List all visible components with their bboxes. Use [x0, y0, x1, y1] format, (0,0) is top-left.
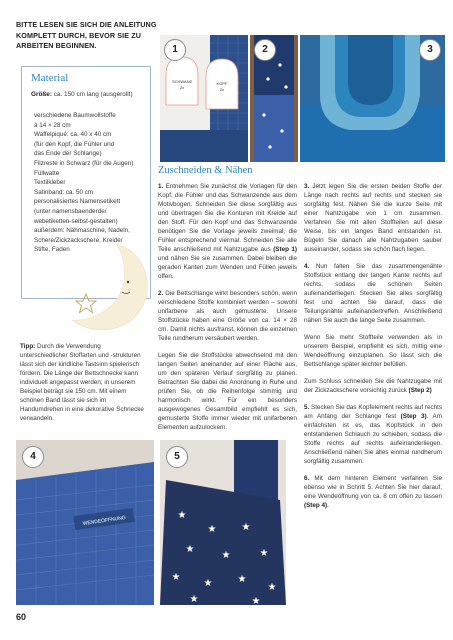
instruction-paragraph — [304, 182, 442, 254]
template-label-head: KOPF — [216, 81, 228, 86]
step-num: 3. — [304, 183, 310, 190]
instruction-paragraph — [304, 403, 442, 466]
moon-icon — [72, 244, 147, 330]
step-number-1: 1 — [164, 39, 186, 61]
step-text: Legen Sie die Stoffstücke abwechselnd mit den langen Seiten aneinander auf einer Fläche aus, um den späteren Verlauf sorgfältig zu planen. Betrachten Sie dabei die Anordnung in Ruhe und prüfen Sie, ob die Reihenfolge stimmig und harmonisch wirkt. Für ein besonders ausgewogenes Gesamtbild empfiehlt es sich, gemusterte Stoffe immer wieder mit unifarbenen Elementen aufzulockern. — [158, 352, 297, 431]
step-tail: . — [327, 502, 329, 509]
photo-step-2 — [250, 35, 298, 162]
svg-text:★: ★ — [221, 550, 231, 561]
section-title: Zuschneiden & Nähen — [158, 165, 253, 176]
step-text: Zum Schluss schneiden Sie die Nahtzugabe mit der Zickzackschere vorsichtig zurück — [304, 378, 442, 394]
svg-text:★: ★ — [203, 578, 213, 589]
intro-note: BITTE LESEN SIE SICH DIE ANLEITUNG KOMPLETT DURCH, BEVOR SIE ZU ARBEITEN BEGINNEN. — [16, 20, 157, 50]
step-num: 2. — [158, 290, 164, 297]
material-list-item: Filzreste in Schwarz (für die Augen) — [34, 159, 134, 167]
step-tail: und nähen Sie sie zusammen. Dabei bleiben die geraden Kanten zum Wenden und Füllen jeweils offen. — [158, 255, 297, 280]
instruction-paragraph — [304, 262, 442, 325]
size-value: ca. 150 cm lang (ausgerollt) — [51, 91, 133, 98]
material-list — [34, 111, 146, 255]
svg-text:★: ★ — [185, 544, 195, 555]
step-ref: (Step 3) — [400, 413, 427, 420]
material-size — [31, 91, 133, 99]
svg-text:★: ★ — [251, 596, 261, 605]
template-sublabel-tail: 2x — [179, 85, 185, 90]
material-title: Material — [31, 72, 69, 84]
step-number-2: 2 — [254, 39, 276, 61]
photo-step-1 — [160, 35, 248, 162]
photo-step-3 — [300, 35, 445, 162]
material-list-item: Satinband: ca. 50 cm — [34, 188, 94, 196]
photo-step-4 — [16, 440, 154, 605]
material-list-item: Füllwatte — [34, 169, 60, 177]
step-text: Wenn Sie mehr Stoffteile verwenden als in unserem Beispiel, empfiehlt es sich, mittig eine Wendeöffnung einzuplanen. So lässt sich die Bettschlange später leichter befüllen. — [304, 334, 442, 368]
svg-text:★: ★ — [237, 574, 247, 585]
step-number-3: 3 — [419, 39, 441, 61]
instruction-paragraph — [304, 377, 442, 395]
instruction-paragraph — [158, 289, 297, 343]
step-num: 4. — [304, 263, 310, 270]
template-sublabel-head: 2x — [219, 87, 225, 92]
opening-label: WENDEÖFFNUNG — [82, 514, 127, 527]
instructions-column-2 — [304, 182, 442, 518]
svg-text:★: ★ — [241, 522, 251, 533]
svg-text:★: ★ — [177, 510, 187, 521]
instruction-paragraph — [158, 351, 297, 432]
instructions-column-1 — [158, 182, 297, 440]
step-ref: (Step 1) — [273, 246, 297, 253]
svg-text:★: ★ — [259, 548, 269, 559]
instruction-paragraph — [304, 333, 442, 369]
step-number-5: 5 — [166, 446, 188, 468]
size-label: Größe: — [31, 91, 52, 98]
step-text: Stecken Sie das Kopfelement rechts auf rechts am Anfang der Schlange fest — [304, 404, 442, 420]
instruction-paragraph — [304, 474, 442, 510]
star-icon — [76, 294, 96, 313]
step-num: 5. — [304, 404, 310, 411]
material-list-item: außerdem: Nähmaschine, Nadeln, Schere/Zickzackschere, Kreide/ Stifte, Faden — [34, 227, 130, 254]
step-num: 6. — [304, 475, 310, 482]
instruction-paragraph — [158, 182, 297, 281]
template-label-tail: SCHWANZ — [171, 79, 193, 84]
svg-text:★: ★ — [171, 572, 181, 583]
step-text: Jetzt legen Sie die ersten beiden Stoffe der Länge nach rechts auf rechts und stecken sie sorgfältig fest. Nähen Sie die kurze Seite mit einer Nahtzugabe von 1 cm zusammen. Verfahren Sie mit allen Stoffteilen auf diese Weise, bis ein langes Band entstanden ist. Bügeln Sie danach alle Nahtzugaben sauber auseinander, sodass sie schön flach liegen. — [304, 183, 442, 253]
step-text: Nun falten Sie das zusammengenähte Stoffstück entlang der langen Kante rechts auf rechts, sodass die schönen Seiten aufeinanderliegen. Stecken Sie alles sorgfältig fest und achten Sie darauf, dass die Teilungsnähte aufeinandertreffen. Anschließend nähen Sie auch die lange Seite zusammen. — [304, 263, 442, 324]
material-list-item: personalisiertes Namensetikett (unter namensbaenderde/ webetiketten-selbst-gestalten) — [34, 198, 121, 225]
photo-step-5 — [160, 440, 286, 605]
tip-label: Tipp: — [20, 343, 36, 350]
svg-text:★: ★ — [267, 582, 277, 593]
page-number: 60 — [16, 612, 27, 622]
material-list-item: verschiedene Baumwollstoffe à 14 × 28 cm — [34, 112, 116, 129]
step-text: Entnehmen Sie zunächst die Vorlagen für den Kopf, die Fühler und das Schwanzende aus dem Motivbogen. Schneiden Sie diese sorgfältig aus und übertragen Sie die Konturen mit Kreide auf den Stoff. Für den Kopf und das Schwanzende benötigen Sie die Vorlage jeweils zweimal, die Fühler entsprechend viermal. Schneiden Sie alle Teile anschließend mit Nahtzugabe aus — [158, 183, 297, 253]
svg-text:★: ★ — [189, 594, 199, 605]
svg-text:★: ★ — [207, 524, 217, 535]
step-ref: (Step 4) — [304, 502, 328, 509]
step-text: Die Bettschlange wirkt besonders schön, wenn verschiedene Stoffe kombiniert werden – sowohl unifarbene als auch gemusterte. Unsere Stoffstücke haben eine Größe von ca. 14 × 28 cm. Damit nichts ausfranst, können die einzelnen Teile rundherum versäubert werden. — [158, 290, 297, 342]
step-number-4: 4 — [22, 446, 44, 468]
step-ref: (Step 2) — [408, 387, 432, 394]
material-list-item: Waffelpiqué: ca. 40 x 40 cm (für den Kopf, die Fühler und das Ende der Schlange) — [34, 131, 115, 158]
tip-text — [20, 342, 150, 423]
step-num: 1. — [158, 183, 164, 190]
step-tail: . Am einfachsten ist es, das Kopfstück in den entstandenen Schlauch zu schieben, sodass die Stoffe rechts auf rechts aufeinanderliegen. Anschließend nähen Sie alles einmal rundherum sorgfältig zusammen. — [304, 413, 442, 465]
material-list-item: Textilkleber — [34, 179, 66, 187]
step-text: Mit dem hinteren Element verfahren Sie ebenso wie in Schritt 5. Achten Sie hier darauf, eine Wendeöffnung von ca. 8 cm offen zu lassen — [304, 475, 442, 500]
moon-star-decoration — [58, 240, 156, 335]
tip-body: Durch die Verwendung unterschiedlicher Stoffarten und -strukturen lässt sich der kindliche Tastsinn spielerisch fördern. Die Länge der Bettschnecke kann individuell angepasst werden; in unserem Beispiel beträgt sie 150 cm. Mit einem schönen Band lässt sie sich im Handumdrehen in eine dekorative Schnecke verwandeln. — [20, 343, 144, 422]
